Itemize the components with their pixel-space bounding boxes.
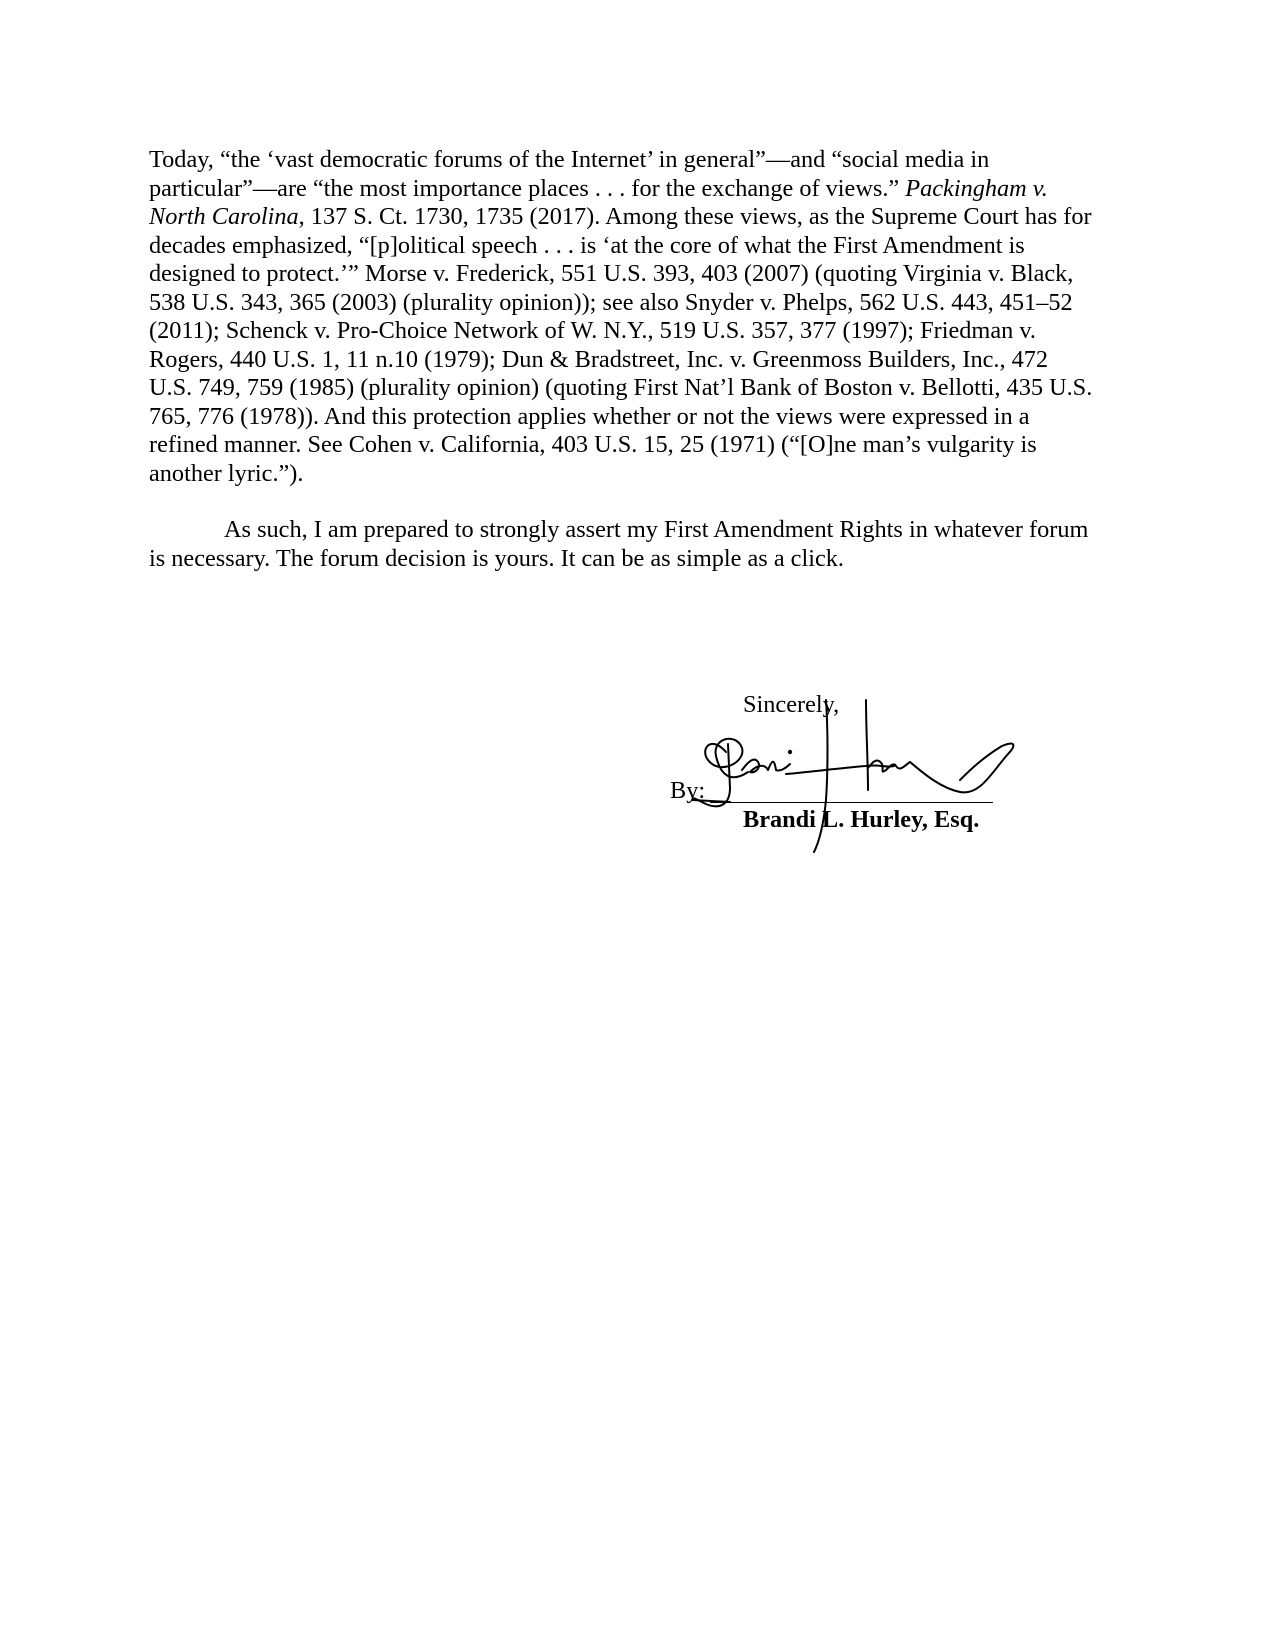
signer-name: Brandi L. Hurley, Esq. [743,806,980,833]
text-line: designed to protect.’” Morse v. Frederick, 551 U.S. 393, 403 (2007) (quoting Virginia v. Black, [149,260,1074,287]
text-line: (2011); Schenck v. Pro-Choice Network of W. N.Y., 519 U.S. 357, 377 (1997); Friedman v. [149,317,1036,344]
text-line: refined manner. See Cohen v. California, 403 U.S. 15, 25 (1971) (“[O]ne man’s vulgarity is [149,431,1037,458]
text-line: is necessary. The forum decision is yours. It can be as simple as a click. [149,544,844,572]
text-line: Rogers, 440 U.S. 1, 11 n.10 (1979); Dun & Bradstreet, Inc. v. Greenmoss Builders, Inc., 472 [149,345,1049,373]
text-line: 538 U.S. 343, 365 (2003) (plurality opinion)); see also Snyder v. Phelps, 562 U.S. 443, 451–52 [149,288,1073,316]
text-line [149,203,1119,232]
text-segment: , 137 S. Ct. 1730, 1735 (2017). Among these views, as the Supreme Court has for [298,203,1092,230]
text-line: U.S. 749, 759 (1985) (plurality opinion) (quoting First Nat’l Bank of Boston v. Bellotti, 435 U.S. [149,374,1093,401]
paragraph-first-amendment-citations [149,146,1119,488]
text-line: decades emphasized, “[p]olitical speech . . . is ‘at the core of what the First Amendment is [149,231,1025,259]
text-line [149,175,1119,204]
case-name-italic: North Carolina [149,203,299,230]
letter-body [149,146,1119,573]
case-name-italic: Packingham v. [905,174,1048,202]
by-label: By: [670,777,706,804]
paragraph-assertion [149,516,1119,573]
text-line: 765, 776 (1978)). And this protection applies whether or not the views were expressed in a [149,402,1030,430]
handwritten-signature [690,700,1050,885]
text-segment: particular”—are “the most importance places . . . for the exchange of views.” [149,174,900,202]
text-line: As such, I am prepared to strongly assert my First Amendment Rights in whatever forum [224,516,1089,543]
text-line: another lyric.”). [149,459,304,487]
text-line: Today, “the ‘vast democratic forums of the Internet’ in general”—and “social media in [149,146,990,173]
closing-salutation: Sincerely, [743,691,840,718]
